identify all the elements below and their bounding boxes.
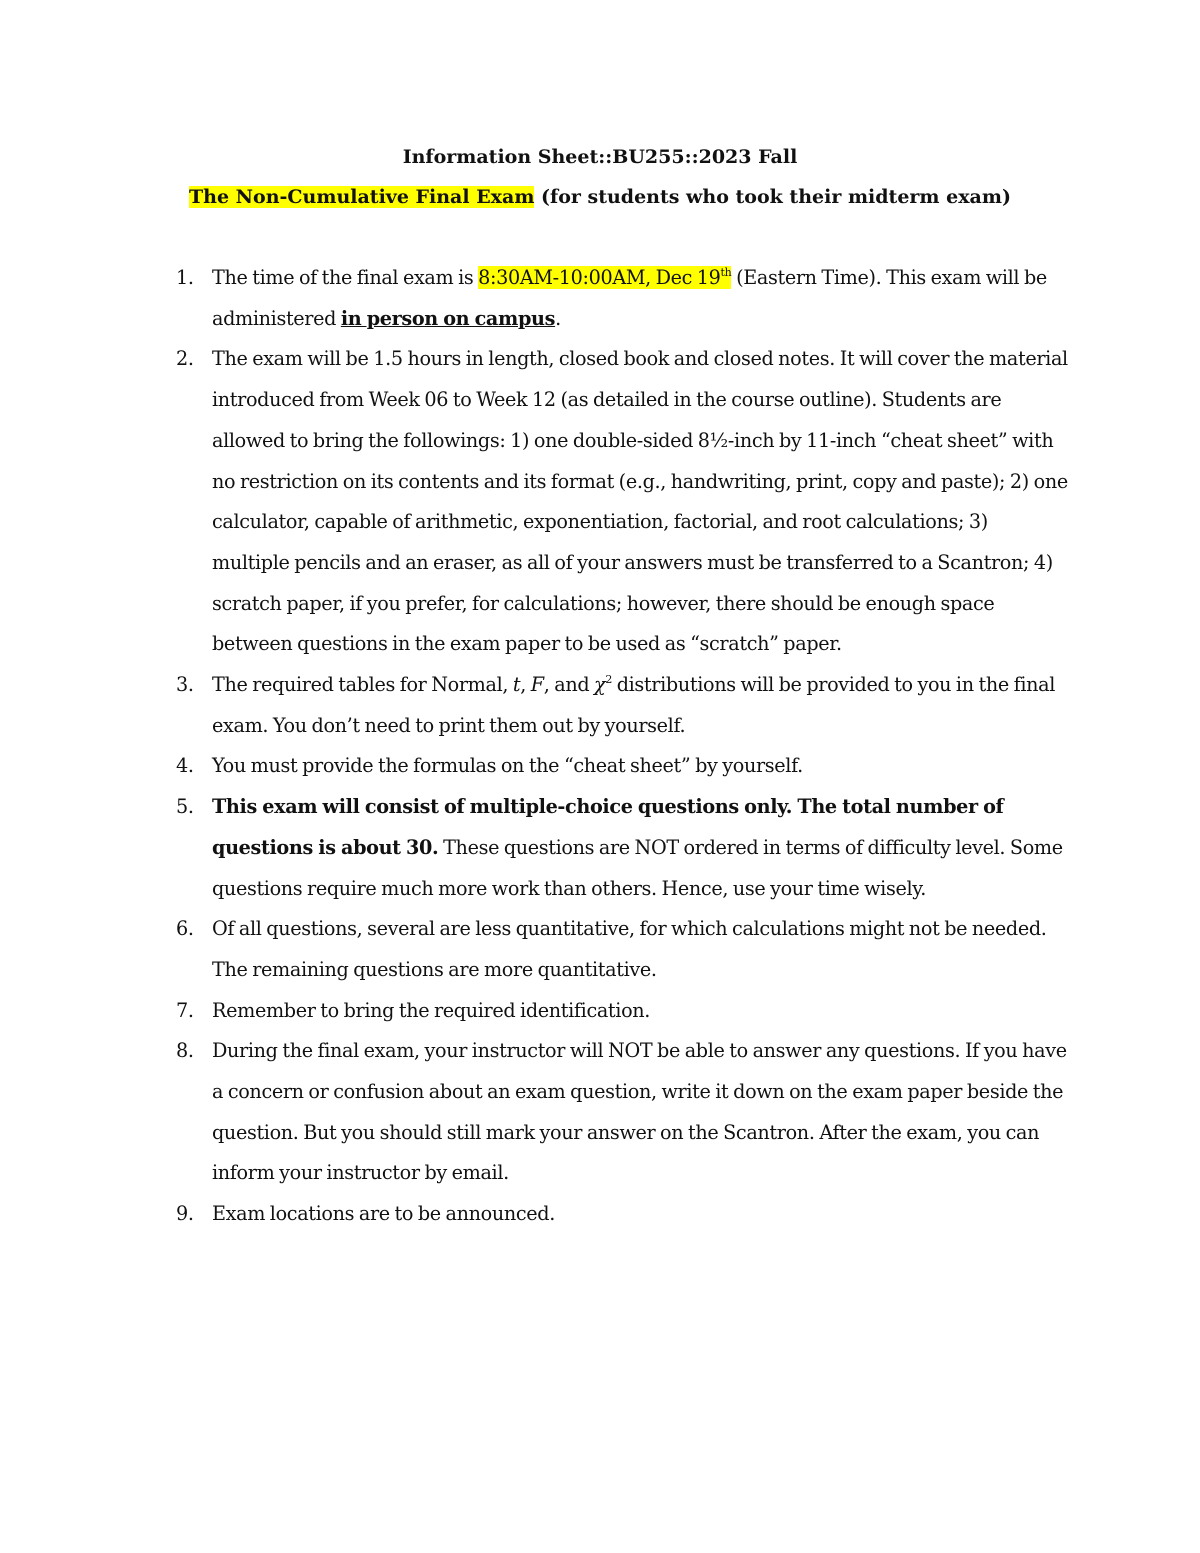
item-text: , bbox=[520, 673, 531, 697]
item-text: . bbox=[555, 306, 561, 330]
item-text: The required tables for Normal, bbox=[212, 673, 513, 697]
item-number: 1. bbox=[176, 266, 194, 289]
item-bold-text: This exam will consist of multiple-choice questions only. The total number of questions is about 30. bbox=[212, 795, 1004, 859]
item-text: , and bbox=[543, 673, 595, 697]
exam-time-highlight bbox=[478, 266, 731, 289]
chi-exponent: 2 bbox=[605, 673, 612, 687]
exam-time: 8:30AM-10:00AM, Dec 19 bbox=[478, 266, 721, 289]
chi-symbol: χ bbox=[594, 673, 606, 697]
item-text: The exam will be 1.5 hours in length, closed book and closed notes. It will cover the material introduced from Week 06 to Week 12 (as detailed in the course outline). Students are allowed to bring the followings: 1) one double-sided 8½-inch by 11-inch “cheat sheet” with no restriction on its contents and its format (e.g., handwriting, print, copy and paste); 2) one calculator, capable of arithmetic, exponentiation, factorial, and root calculations; 3) multiple pencils and an eraser, as all of your answers must be transferred to a Scantron; 4) scratch paper, if you prefer, for calculations; however, there should be enough space between questions in the exam paper to be used as “scratch” paper. bbox=[212, 347, 1068, 656]
document-subtitle bbox=[0, 180, 1200, 214]
item-number: 6. bbox=[176, 917, 194, 941]
list-item-9 bbox=[170, 1194, 1070, 1235]
document-header bbox=[0, 140, 1200, 214]
item-text: Remember to bring the required identification. bbox=[212, 998, 651, 1022]
item-text: You must provide the formulas on the “cheat sheet” by yourself. bbox=[212, 754, 803, 778]
item-text: Exam locations are to be announced. bbox=[212, 1202, 555, 1226]
f-symbol: F bbox=[530, 673, 544, 697]
list-item-4 bbox=[170, 746, 1070, 787]
item-number: 5. bbox=[176, 795, 194, 819]
list-item-3 bbox=[170, 665, 1070, 746]
ordinal-suffix: th bbox=[720, 266, 732, 279]
list-item-6 bbox=[170, 909, 1070, 990]
item-text: These questions are NOT ordered in terms of difficulty level. Some questions require much more work than others. Hence, use your time wisely. bbox=[212, 835, 1063, 900]
exam-mode: in person on campus bbox=[340, 306, 556, 330]
item-text: distributions will be provided to you in the final exam. You don’t need to print them out by yourself. bbox=[212, 673, 1056, 737]
list-item-8 bbox=[170, 1031, 1070, 1194]
info-list bbox=[170, 258, 1070, 1235]
list-item-5 bbox=[170, 787, 1070, 909]
item-text: (Eastern Time). This exam will be administered bbox=[212, 266, 1047, 330]
list-item-2 bbox=[170, 339, 1070, 665]
subtitle-highlight: The Non-Cumulative Final Exam bbox=[189, 186, 535, 208]
item-number: 7. bbox=[176, 998, 194, 1022]
document-title: Information Sheet::BU255::2023 Fall bbox=[402, 146, 798, 168]
list-item-7 bbox=[170, 991, 1070, 1032]
item-text: Of all questions, several are less quantitative, for which calculations might not be needed. The remaining questions are more quantitative. bbox=[212, 917, 1047, 981]
item-number: 9. bbox=[176, 1202, 194, 1226]
list-item-1 bbox=[170, 258, 1070, 339]
t-symbol: t bbox=[512, 673, 521, 697]
item-number: 2. bbox=[176, 347, 194, 371]
item-text: During the final exam, your instructor will NOT be able to answer any questions. If you have a concern or confusion about an exam question, write it down on the exam paper beside the question. But you should still mark your answer on the Scantron. After the exam, you can inform your instructor by email. bbox=[212, 1039, 1067, 1185]
item-number: 4. bbox=[176, 754, 194, 778]
subtitle-rest: (for students who took their midterm exam) bbox=[534, 186, 1011, 208]
item-number: 3. bbox=[176, 673, 194, 697]
item-number: 8. bbox=[176, 1039, 194, 1063]
item-text: The time of the final exam is bbox=[212, 266, 479, 289]
